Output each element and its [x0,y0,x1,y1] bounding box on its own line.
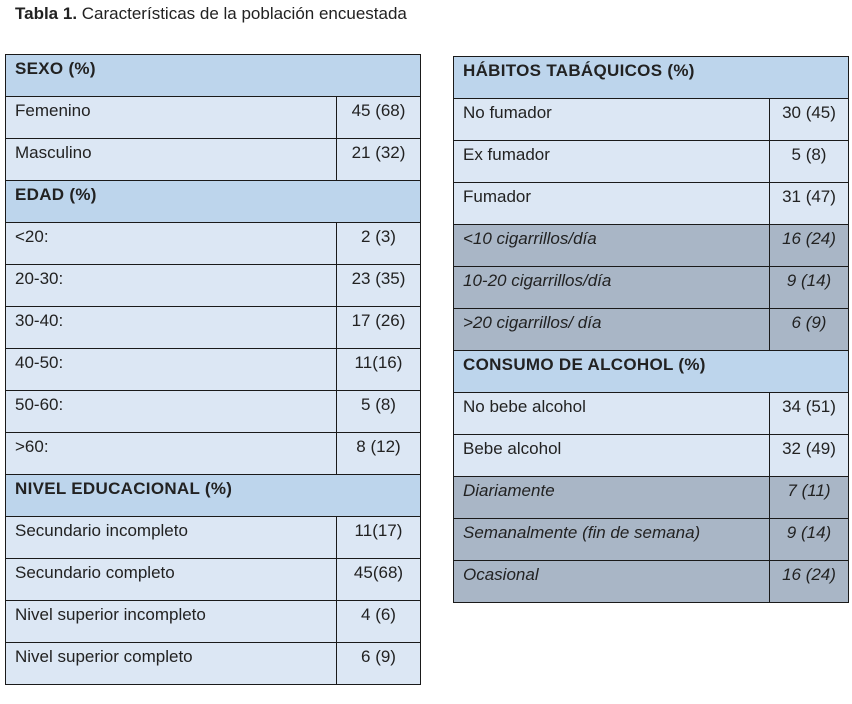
row-value: 45 (68) [337,97,421,139]
row-label: 40-50: [6,349,337,391]
row-value: 8 (12) [337,433,421,475]
table-row [6,601,421,643]
row-value: 11(17) [337,517,421,559]
row-label: Masculino [6,139,337,181]
row-label: Ocasional [454,561,770,603]
row-label: Nivel superior incompleto [6,601,337,643]
table-row [6,517,421,559]
row-label: Secundario completo [6,559,337,601]
row-value: 16 (24) [770,561,849,603]
table-row [454,141,849,183]
row-label: Femenino [6,97,337,139]
table-row [6,433,421,475]
table-subrow [454,267,849,309]
row-value: 34 (51) [770,393,849,435]
table-row [6,223,421,265]
row-value: 5 (8) [770,141,849,183]
section-header-habitos-tabaquicos [454,57,849,99]
row-value: 30 (45) [770,99,849,141]
demographics-table [5,54,421,685]
row-value: 45(68) [337,559,421,601]
row-label: Semanalmente (fin de semana) [454,519,770,561]
row-label: >60: [6,433,337,475]
row-value: 31 (47) [770,183,849,225]
row-label: Ex fumador [454,141,770,183]
table-row [454,393,849,435]
caption-label: Tabla 1. [15,4,78,23]
row-label: <10 cigarrillos/día [454,225,770,267]
row-label: Nivel superior completo [6,643,337,685]
table-row [6,139,421,181]
section-title: NIVEL EDUCACIONAL (%) [6,475,421,517]
table-row [6,391,421,433]
table-row [6,265,421,307]
table-subrow [454,477,849,519]
table-row [454,99,849,141]
section-title: CONSUMO DE ALCOHOL (%) [454,351,849,393]
section-header-edad [6,181,421,223]
row-value: 5 (8) [337,391,421,433]
row-value: 32 (49) [770,435,849,477]
row-value: 6 (9) [770,309,849,351]
row-label: No fumador [454,99,770,141]
row-label: <20: [6,223,337,265]
table-row [454,435,849,477]
row-label: >20 cigarrillos/ día [454,309,770,351]
table-subrow [454,519,849,561]
row-value: 21 (32) [337,139,421,181]
section-header-consumo-alcohol [454,351,849,393]
row-value: 17 (26) [337,307,421,349]
table-subrow [454,309,849,351]
row-value: 4 (6) [337,601,421,643]
section-header-nivel-educacional [6,475,421,517]
row-value: 7 (11) [770,477,849,519]
table-caption [15,4,407,24]
row-label: No bebe alcohol [454,393,770,435]
row-label: Bebe alcohol [454,435,770,477]
row-label: Fumador [454,183,770,225]
row-value: 2 (3) [337,223,421,265]
row-value: 6 (9) [337,643,421,685]
table-row [6,349,421,391]
section-header-sexo [6,55,421,97]
caption-text: Características de la población encuestada [81,4,407,23]
table-row [6,643,421,685]
row-label: 50-60: [6,391,337,433]
table-row [6,307,421,349]
table-row [454,183,849,225]
row-label: 30-40: [6,307,337,349]
table-subrow [454,225,849,267]
row-label: Secundario incompleto [6,517,337,559]
row-label: 20-30: [6,265,337,307]
row-label: 10-20 cigarrillos/día [454,267,770,309]
row-value: 11(16) [337,349,421,391]
row-value: 9 (14) [770,519,849,561]
habits-table [453,56,849,603]
row-label: Diariamente [454,477,770,519]
table-row [6,97,421,139]
table-subrow [454,561,849,603]
table-row [6,559,421,601]
section-title: SEXO (%) [6,55,421,97]
section-title: EDAD (%) [6,181,421,223]
row-value: 9 (14) [770,267,849,309]
section-title: HÁBITOS TABÁQUICOS (%) [454,57,849,99]
row-value: 23 (35) [337,265,421,307]
row-value: 16 (24) [770,225,849,267]
